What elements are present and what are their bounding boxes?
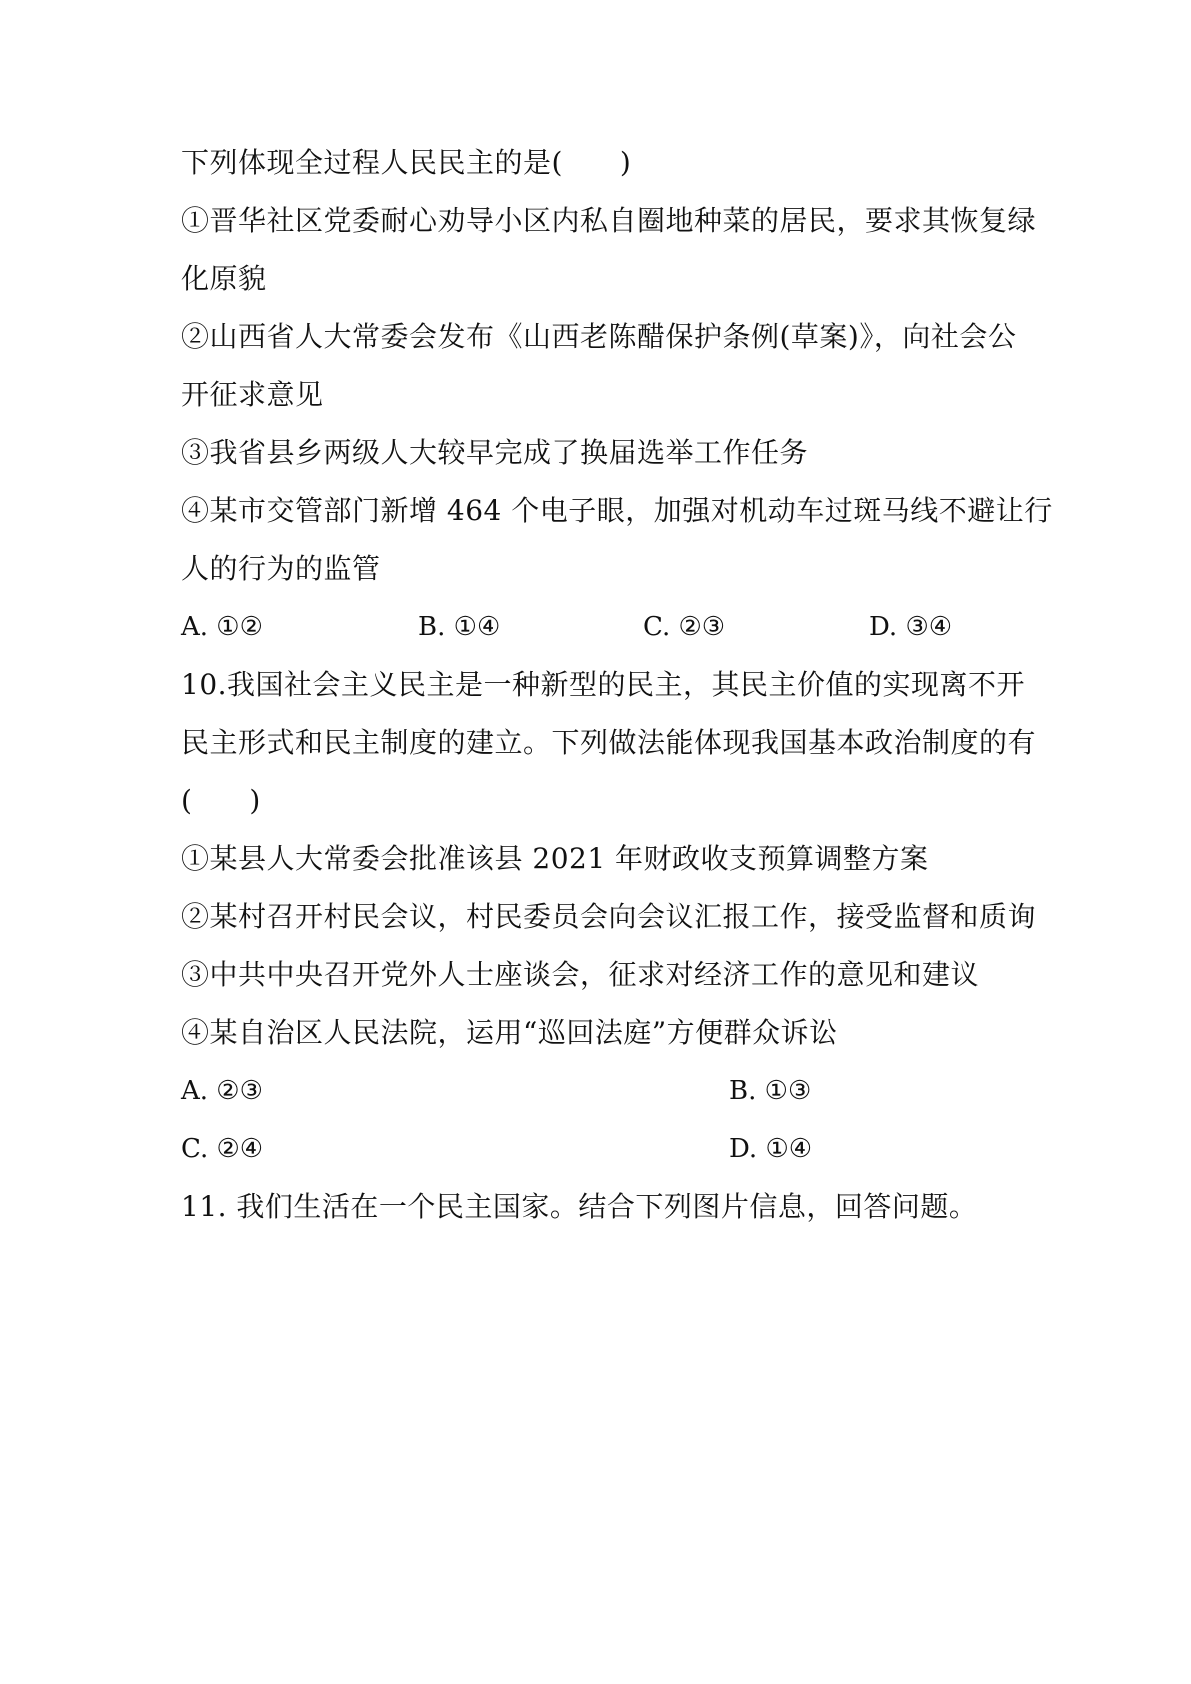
q9-item-2-line-2: 开征求意见	[181, 378, 324, 411]
q11-stem: 11. 我们生活在一个民主国家。结合下列图片信息，回答问题。	[181, 1190, 978, 1223]
q10-option-b: B. ①③	[729, 1076, 812, 1106]
q9-item-3: ③我省县乡两级人大较早完成了换届选举工作任务	[181, 436, 809, 469]
q9-option-d: D. ③④	[869, 612, 953, 642]
q10-item-1: ①某县人大常委会批准该县 2021 年财政收支预算调整方案	[181, 842, 929, 875]
q10-option-a: A. ②③	[181, 1076, 263, 1106]
q9-item-2-line-1: ②山西省人大常委会发布《山西老陈醋保护条例(草案)》，向社会公	[181, 320, 1017, 353]
q10-option-c: C. ②④	[181, 1134, 264, 1164]
q10-item-4: ④某自治区人民法院，运用“巡回法庭”方便群众诉讼	[181, 1016, 838, 1049]
q9-item-1-line-2: 化原貌	[181, 262, 267, 295]
q9-stem: 下列体现全过程人民民主的是( )	[181, 146, 632, 179]
q9-option-b: B. ①④	[418, 612, 501, 642]
q9-option-a: A. ①②	[181, 612, 263, 642]
q9-item-1-line-1: ①晋华社区党委耐心劝导小区内私自圈地种菜的居民，要求其恢复绿	[181, 204, 1037, 237]
q10-stem-line-1: 10.我国社会主义民主是一种新型的民主，其民主价值的实现离不开	[181, 668, 1026, 701]
q10-stem-line-3: ( )	[181, 784, 261, 817]
q9-item-4-line-1: ④某市交管部门新增 464 个电子眼，加强对机动车过斑马线不避让行	[181, 494, 1053, 527]
q9-option-c: C. ②③	[643, 612, 726, 642]
q10-stem-line-2: 民主形式和民主制度的建立。下列做法能体现我国基本政治制度的有	[181, 726, 1037, 759]
q9-item-4-line-2: 人的行为的监管	[181, 552, 381, 585]
q10-item-3: ③中共中央召开党外人士座谈会，征求对经济工作的意见和建议	[181, 958, 980, 991]
q10-item-2: ②某村召开村民会议，村民委员会向会议汇报工作，接受监督和质询	[181, 900, 1037, 933]
q10-option-d: D. ①④	[729, 1134, 813, 1164]
